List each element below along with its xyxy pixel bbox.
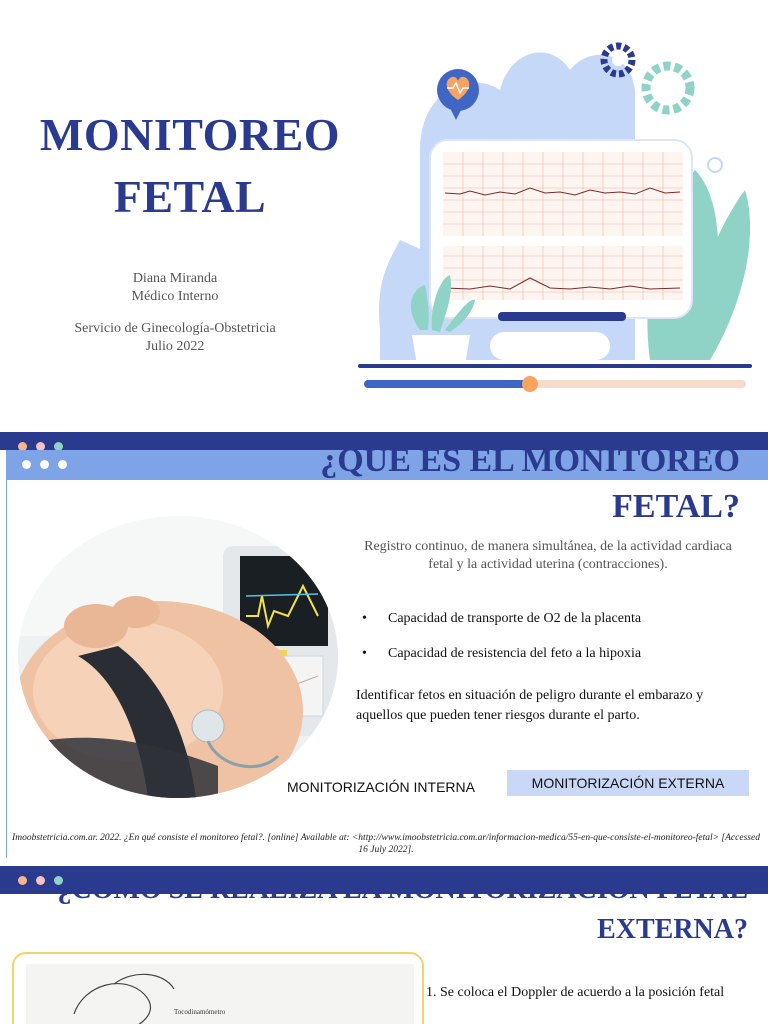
heading-line-2: EXTERNA?: [597, 914, 748, 945]
dot-icon: [40, 460, 49, 469]
progress-fill: [364, 380, 530, 388]
slide-heading: [57, 870, 748, 950]
slide-left-border: [6, 480, 7, 858]
presentation-date: Julio 2022: [145, 339, 205, 354]
step-1-text: 1. Se coloca el Doppler de acuerdo a la posición fetal: [426, 985, 725, 1000]
slide-que-es: [0, 432, 768, 864]
slide-como-se-realiza: [0, 866, 768, 1024]
heading-line-2: FETAL?: [612, 488, 740, 525]
slide-title: [0, 0, 768, 432]
dot-icon: [36, 876, 45, 885]
gear-icon: [646, 66, 690, 110]
author-name: Diana Miranda: [132, 271, 218, 286]
purpose-text: Identificar fetos en situación de peligro durante el embarazo y aquellos que pueden tener riesgos durante el parto.: [356, 688, 704, 723]
service-name: Servicio de Ginecología-Obstetricia: [74, 321, 276, 336]
service-block: [40, 320, 310, 356]
monitor-illustration: [350, 30, 760, 400]
slider-handle: [522, 376, 538, 392]
dot-icon: [18, 876, 27, 885]
presentation-title: [20, 104, 360, 228]
definition-text: Registro continuo, de manera simultánea, de la actividad cardiaca fetal y la actividad uterina (contracciones).: [364, 539, 732, 572]
decorative-dots: [18, 876, 63, 885]
diagram-frame: [12, 952, 424, 1024]
heading-line-1: ¿QUE ES EL MONITOREO: [320, 442, 740, 479]
decorative-dots: [22, 460, 67, 469]
external-monitoring-button[interactable]: MONITORIZACIÓN EXTERNA: [507, 770, 749, 796]
author-role: Médico Interno: [131, 289, 219, 304]
dot-icon: [22, 460, 31, 469]
doppler-diagram: [14, 954, 424, 1024]
citation-text: Imoobstetricia.com.ar. 2022. ¿En qué consiste el monitoreo fetal?. [online] Available at: <http://www.imoobstetricia.com.ar/informacion-medica/55-en-que-consiste-el-monitoreo-fetal> [Accessed 16 July 2022].: [12, 833, 760, 855]
heading-line-1: ¿COMO SE REALIZA LA MONITORIZACION FETAL: [57, 874, 748, 905]
internal-monitoring-button[interactable]: MONITORIZACIÓN INTERNA: [276, 774, 486, 800]
author-block: [40, 270, 310, 306]
dot-icon: [58, 460, 67, 469]
bullet-list: [360, 610, 740, 680]
bullet-item: • Capacidad de resistencia del feto a la hipoxia: [360, 645, 740, 663]
title-line-1: MONITOREO: [39, 109, 341, 160]
fetal-monitor-photo: [18, 516, 338, 798]
diagram-label: Tocodinamómetro: [174, 1008, 226, 1016]
bullet-item: • Capacidad de transporte de O2 de la placenta: [360, 610, 740, 628]
title-line-2: FETAL: [113, 171, 267, 222]
slide-heading: [320, 438, 740, 530]
